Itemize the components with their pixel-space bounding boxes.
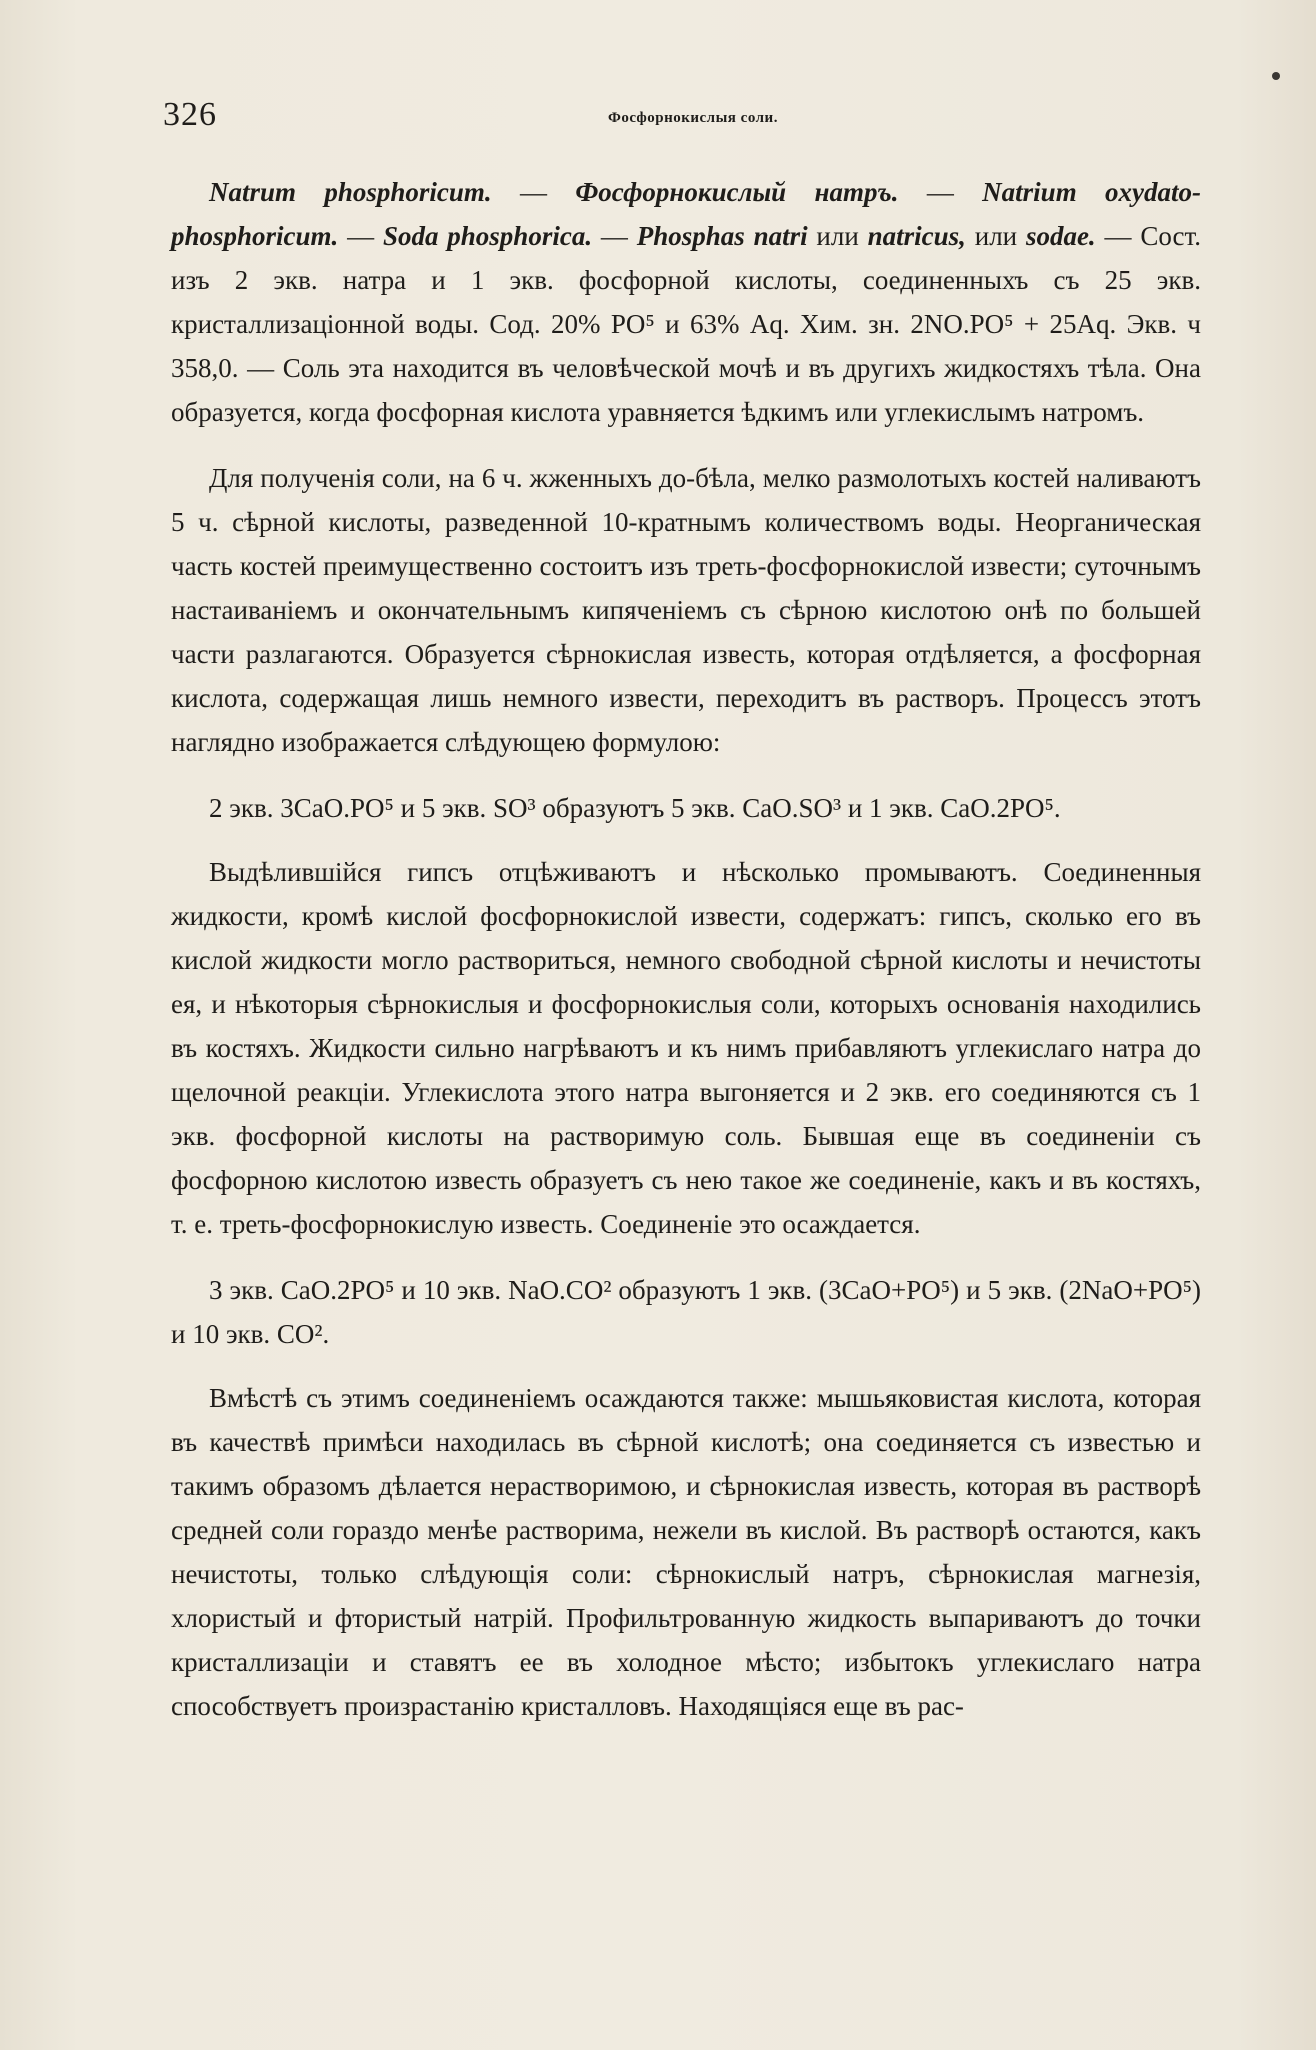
latin-name: Soda phosphorica. [382,221,593,251]
conjunction: или [965,221,1026,251]
paragraph-gypsum: Выдѣлившійся гипсъ отцѣживаютъ и нѣсколько промываютъ. Соединенныя жидкости, кромѣ кислой фосфорнокислой извести, содержатъ: гипсъ, сколько его въ кислой жидкости могло раствориться, немного свободной сѣрной кислоты и нечистоты ея, и нѣкоторыя сѣрнокислыя и фосфорнокислыя соли, которыхъ основанія находились въ костяхъ. Жидкости сильно нагрѣваютъ и къ нимъ прибавляютъ углекислаго натра до щелочной реакціи. Углекислота этого натра выгоняется и 2 экв. его соединяются съ 1 экв. фосфорной кислоты на растворимую соль. Бывшая еще въ соединеніи съ фосфорною кислотою известь образуетъ съ нею такое же соединеніе, какъ и въ костяхъ, т. е. треть-фосфорнокислую известь. Соединеніе это осаждается. [171,857,1201,1239]
paragraph-preparation: Для полученія соли, на 6 ч. жженныхъ до-бѣла, мелко размолотыхъ костей наливаютъ 5 ч. сѣрной кислоты, разведенной 10-кратнымъ количествомъ воды. Неорганическая часть костей преимущественно состоитъ изъ треть-фосфорнокислой извести; суточнымъ настаиваніемъ и окончательнымъ кипяченіемъ съ сѣрною кислотою онѣ по большей части разлагаются. Образуется сѣрнокислая известь, которая отдѣляется, а фосфорная кислота, содержащая лишь немного извести, переходитъ въ растворъ. Процессъ этотъ наглядно изображается слѣдующею формулою: [171,463,1201,757]
separator: — [898,177,983,207]
latin-name: Natrum phosphoricum. [209,177,492,207]
latin-name: sodae. [1025,221,1096,251]
running-title: Фосфорнокислыя соли. [608,110,778,126]
paragraph-text: — Сост. изъ 2 экв. натра и 1 экв. фосфорной кислоты, соединенныхъ съ 25 экв. кристаллизаціонной воды. Сод. 20% PO⁵ и 63% Aq. Хим. зн. 2NO.PO⁵ + 25Aq. Экв. ч 358,0. — Соль эта находится въ человѣческой мочѣ и въ другихъ жидкостяхъ тѣла. Она образуется, когда фосфорная кислота уравняется ѣдкимъ или углекислымъ натромъ. [171,221,1202,427]
separator: — [491,177,576,207]
page-header [163,96,1163,144]
russian-name: Фосфорнокислый натръ. [575,177,899,207]
page-number: 326 [163,96,217,133]
separator: — [338,221,383,251]
paragraph-natrum-phosphoricum [171,170,1201,434]
separator: — [592,221,637,251]
formula-1: 2 экв. 3CaO.PO⁵ и 5 экв. SO³ образуютъ 5 экв. CaO.SO³ и 1 экв. CaO.2PO⁵. [209,793,1061,823]
latin-name: natricus, [867,221,966,251]
conjunction: или [807,221,868,251]
ink-speck [1272,72,1280,80]
paragraph-precipitation: Вмѣстѣ съ этимъ соединеніемъ осаждаются также: мышьяковистая кислота, которая въ качествѣ примѣси находилась въ сѣрной кислотѣ; она соединяется съ известью и такимъ образомъ дѣлается нерастворимою, и сѣрнокислая известь, которая въ растворѣ средней соли гораздо менѣе растворима, нежели въ кислой. Въ растворѣ остаются, какъ нечистоты, только слѣдующія соли: сѣрнокислый натръ, сѣрнокислая магнезія, хлористый и фтористый натрій. Профильтрованную жидкость выпариваютъ до точки кристаллизаціи и ставятъ ее въ холодное мѣсто; избытокъ углекислаго натра способствуетъ произрастанію кристалловъ. Находящіяся еще въ рас- [171,1383,1201,1721]
latin-name: Phosphas natri [636,221,808,251]
latin-name: Natrium oxydato-phosphoricum. [171,177,1202,251]
body-text [171,170,1201,1750]
formula-2: 3 экв. CaO.2PO⁵ и 10 экв. NaO.CO² образуютъ 1 экв. (3CaO+PO⁵) и 5 экв. (2NaO+PO⁵) и 10 экв. CO². [171,1275,1201,1349]
